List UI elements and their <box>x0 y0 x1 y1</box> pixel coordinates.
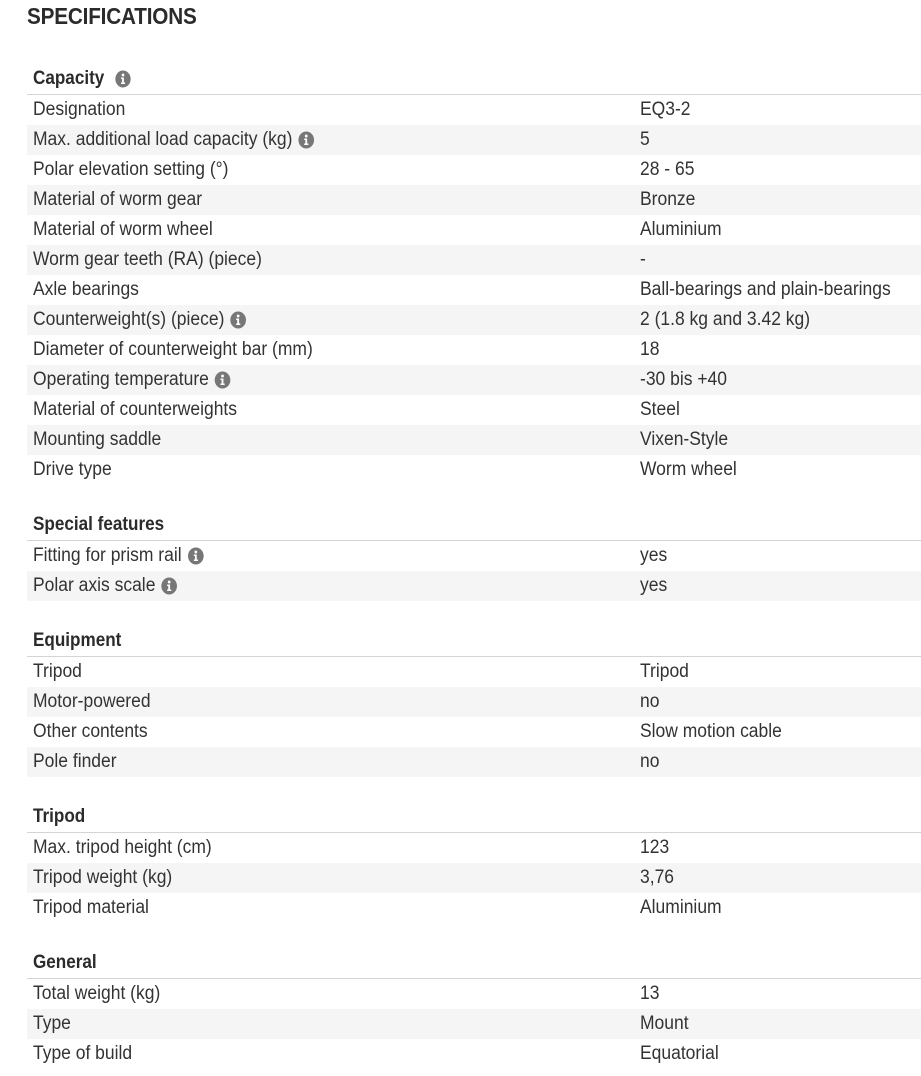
section-header <box>27 509 921 541</box>
spec-label: Mounting saddle <box>33 429 162 450</box>
page-title: SPECIFICATIONS <box>27 3 197 29</box>
spec-label: Axle bearings <box>33 279 139 300</box>
spec-label: Tripod weight (kg) <box>33 867 173 888</box>
spec-value: Aluminium <box>640 219 722 240</box>
spec-label: Pole finder <box>33 751 117 772</box>
info-icon[interactable] <box>187 547 204 565</box>
spec-value: Slow motion cable <box>640 721 782 742</box>
spec-row <box>27 747 921 777</box>
spec-row <box>27 125 921 155</box>
section-header <box>27 947 921 979</box>
spec-value: Vixen-Style <box>640 429 729 450</box>
spec-value: Equatorial <box>640 1043 719 1064</box>
section-header <box>27 625 921 657</box>
spec-label: Motor-powered <box>33 691 151 712</box>
info-icon[interactable] <box>230 311 247 329</box>
spec-row <box>27 395 921 425</box>
section-header <box>27 801 921 833</box>
spec-label: Operating temperature <box>33 369 231 391</box>
spec-row <box>27 185 921 215</box>
info-icon[interactable] <box>298 131 315 149</box>
spec-value: Aluminium <box>640 897 722 918</box>
spec-label: Fitting for prism rail <box>33 545 204 567</box>
spec-label: Material of worm wheel <box>33 219 213 240</box>
info-icon[interactable] <box>115 70 131 88</box>
spec-row <box>27 275 921 305</box>
spec-row <box>27 541 921 571</box>
spec-value: Mount <box>640 1013 689 1034</box>
spec-value: Worm wheel <box>640 459 737 480</box>
spec-row <box>27 657 921 687</box>
spec-row <box>27 1009 921 1039</box>
spec-row <box>27 571 921 601</box>
spec-row <box>27 1039 921 1069</box>
spec-value: Ball-bearings and plain-bearings <box>640 279 891 300</box>
spec-label: Material of worm gear <box>33 189 203 210</box>
spec-label: Max. additional load capacity (kg) <box>33 129 315 151</box>
spec-value: 28 - 65 <box>640 159 695 180</box>
spec-row <box>27 863 921 893</box>
spec-value: 5 <box>640 129 650 150</box>
spec-label: Other contents <box>33 721 148 742</box>
spec-label: Designation <box>33 99 126 120</box>
spec-row <box>27 893 921 923</box>
section-title: Equipment <box>33 629 122 651</box>
spec-label: Type of build <box>33 1043 133 1064</box>
spec-row <box>27 245 921 275</box>
spec-row <box>27 95 921 125</box>
spec-value: Steel <box>640 399 680 420</box>
section-title: Tripod <box>33 805 86 827</box>
spec-label: Type <box>33 1013 71 1034</box>
spec-label: Counterweight(s) (piece) <box>33 309 246 331</box>
spec-row <box>27 335 921 365</box>
section-general <box>27 947 921 1069</box>
spec-value: Tripod <box>640 661 689 682</box>
spec-value: 13 <box>640 983 660 1004</box>
spec-row <box>27 155 921 185</box>
spec-value: -30 bis +40 <box>640 369 727 390</box>
info-icon[interactable] <box>214 371 231 389</box>
spec-row <box>27 215 921 245</box>
info-icon[interactable] <box>161 577 178 595</box>
section-tripod <box>27 801 921 923</box>
section-header <box>27 63 921 95</box>
spec-row <box>27 979 921 1009</box>
section-capacity <box>27 63 921 485</box>
spec-row <box>27 365 921 395</box>
spec-value: - <box>640 249 646 270</box>
spec-label: Polar elevation setting (°) <box>33 159 229 180</box>
spec-row <box>27 425 921 455</box>
spec-label: Tripod <box>33 661 82 682</box>
spec-value: 18 <box>640 339 660 360</box>
spec-row <box>27 687 921 717</box>
spec-label: Material of counterweights <box>33 399 238 420</box>
spec-row <box>27 455 921 485</box>
section-title: Capacity <box>33 68 131 90</box>
spec-row <box>27 833 921 863</box>
section-equipment <box>27 625 921 777</box>
spec-value: yes <box>640 545 668 566</box>
spec-row <box>27 305 921 335</box>
spec-value: EQ3-2 <box>640 99 691 120</box>
spec-value: 123 <box>640 837 670 858</box>
spec-label: Worm gear teeth (RA) (piece) <box>33 249 262 270</box>
spec-value: 2 (1.8 kg and 3.42 kg) <box>640 309 811 330</box>
section-special-features <box>27 509 921 601</box>
spec-value: Bronze <box>640 189 696 210</box>
spec-label: Drive type <box>33 459 112 480</box>
spec-label: Max. tripod height (cm) <box>33 837 212 858</box>
spec-label: Polar axis scale <box>33 575 177 597</box>
spec-label: Diameter of counterweight bar (mm) <box>33 339 313 360</box>
spec-value: no <box>640 751 660 772</box>
spec-label: Total weight (kg) <box>33 983 161 1004</box>
section-title: General <box>33 951 97 973</box>
spec-label: Tripod material <box>33 897 149 918</box>
spec-value: 3,76 <box>640 867 675 888</box>
spec-value: yes <box>640 575 668 596</box>
spec-row <box>27 717 921 747</box>
section-title: Special features <box>33 513 165 535</box>
spec-value: no <box>640 691 660 712</box>
